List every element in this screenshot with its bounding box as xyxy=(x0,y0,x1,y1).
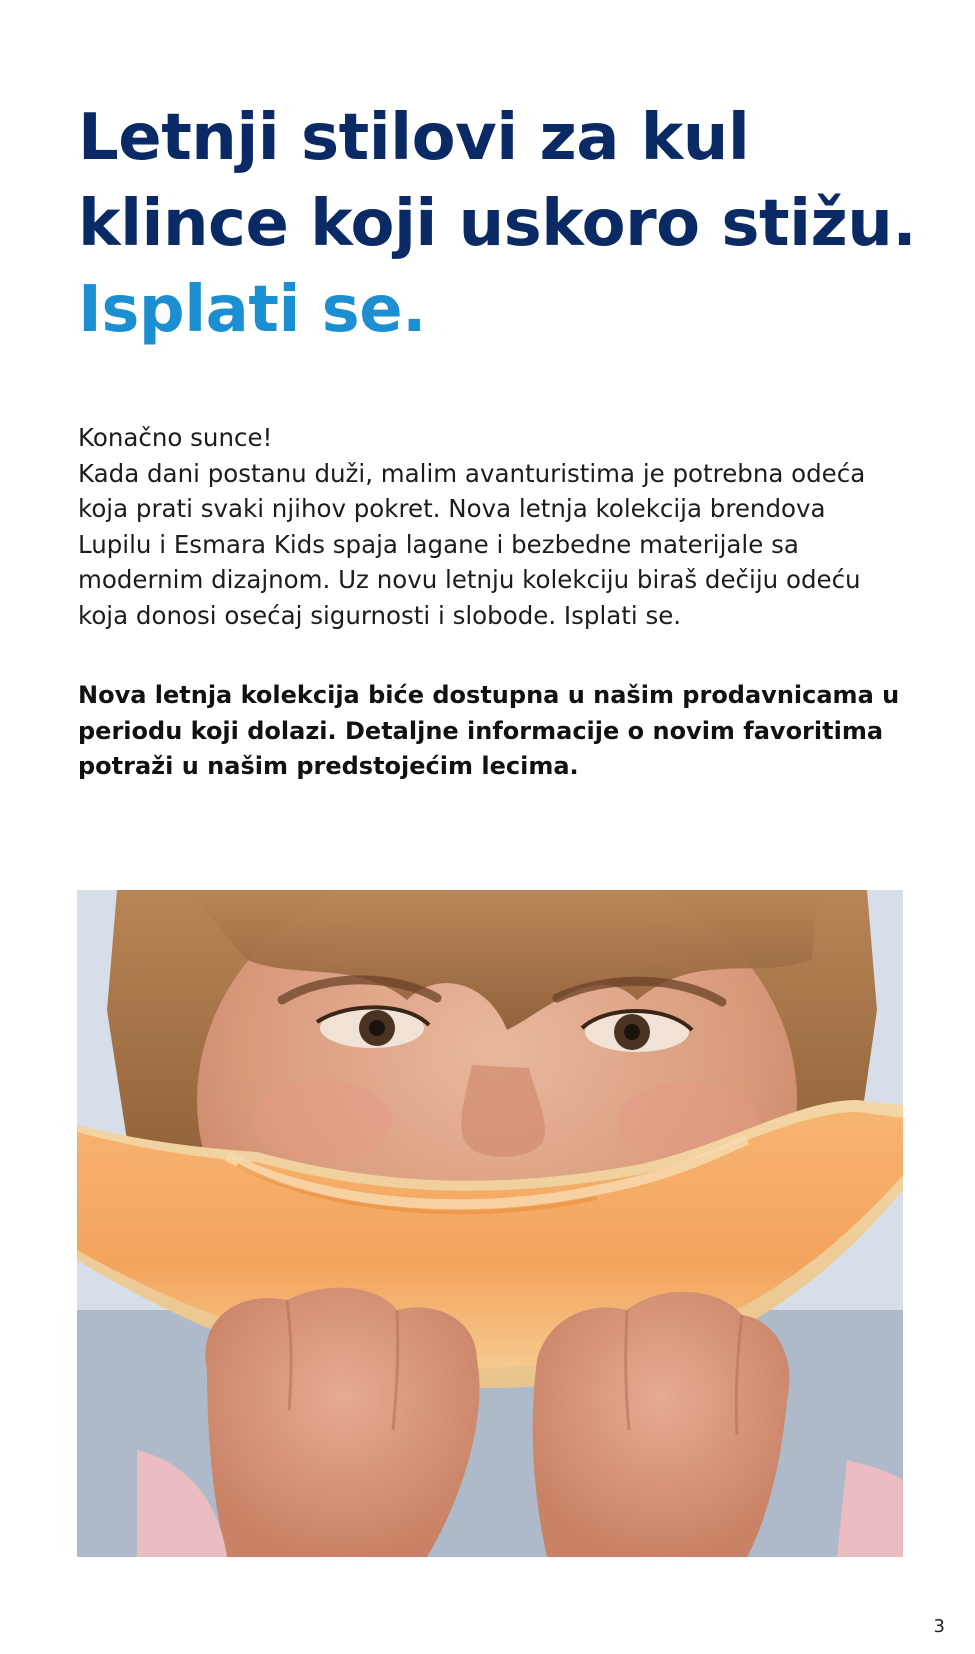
child-eating-melon-photo xyxy=(77,890,903,1557)
left-hand-shape xyxy=(205,1288,479,1557)
intro-paragraph xyxy=(78,420,908,633)
headline xyxy=(78,95,938,353)
intro-line: modernim dizajnom. Uz novu letnju kolekciju biraš dečiju odeću xyxy=(78,565,861,594)
headline-line-1: Letnji stilovi za kul xyxy=(78,101,750,175)
intro-line: Konačno sunce! xyxy=(78,423,273,452)
headline-tagline: Isplati se. xyxy=(78,273,426,347)
headline-line-2: klince koji uskoro stižu. xyxy=(78,187,917,261)
notice-line: periodu koji dolazi. Detaljne informacije o novim favoritima xyxy=(78,716,884,745)
availability-notice xyxy=(78,678,908,785)
page-number: 3 xyxy=(933,1616,945,1637)
intro-line: koja donosi osećaj sigurnosti i slobode. Isplati se. xyxy=(78,600,682,630)
notice-line: Nova letnja kolekcija biće dostupna u našim prodavnicama u xyxy=(78,681,900,709)
right-hand-shape xyxy=(533,1292,790,1557)
intro-line: Lupilu i Esmara Kids spaja lagane i bezbedne materijale sa xyxy=(78,529,799,559)
notice-line: potraži u našim predstojećim lecima. xyxy=(78,752,579,780)
intro-line: koja prati svaki njihov pokret. Nova letnja kolekcija brendova xyxy=(78,494,826,523)
intro-line: Kada dani postanu duži, malim avanturistima je potrebna odeća xyxy=(78,458,866,488)
